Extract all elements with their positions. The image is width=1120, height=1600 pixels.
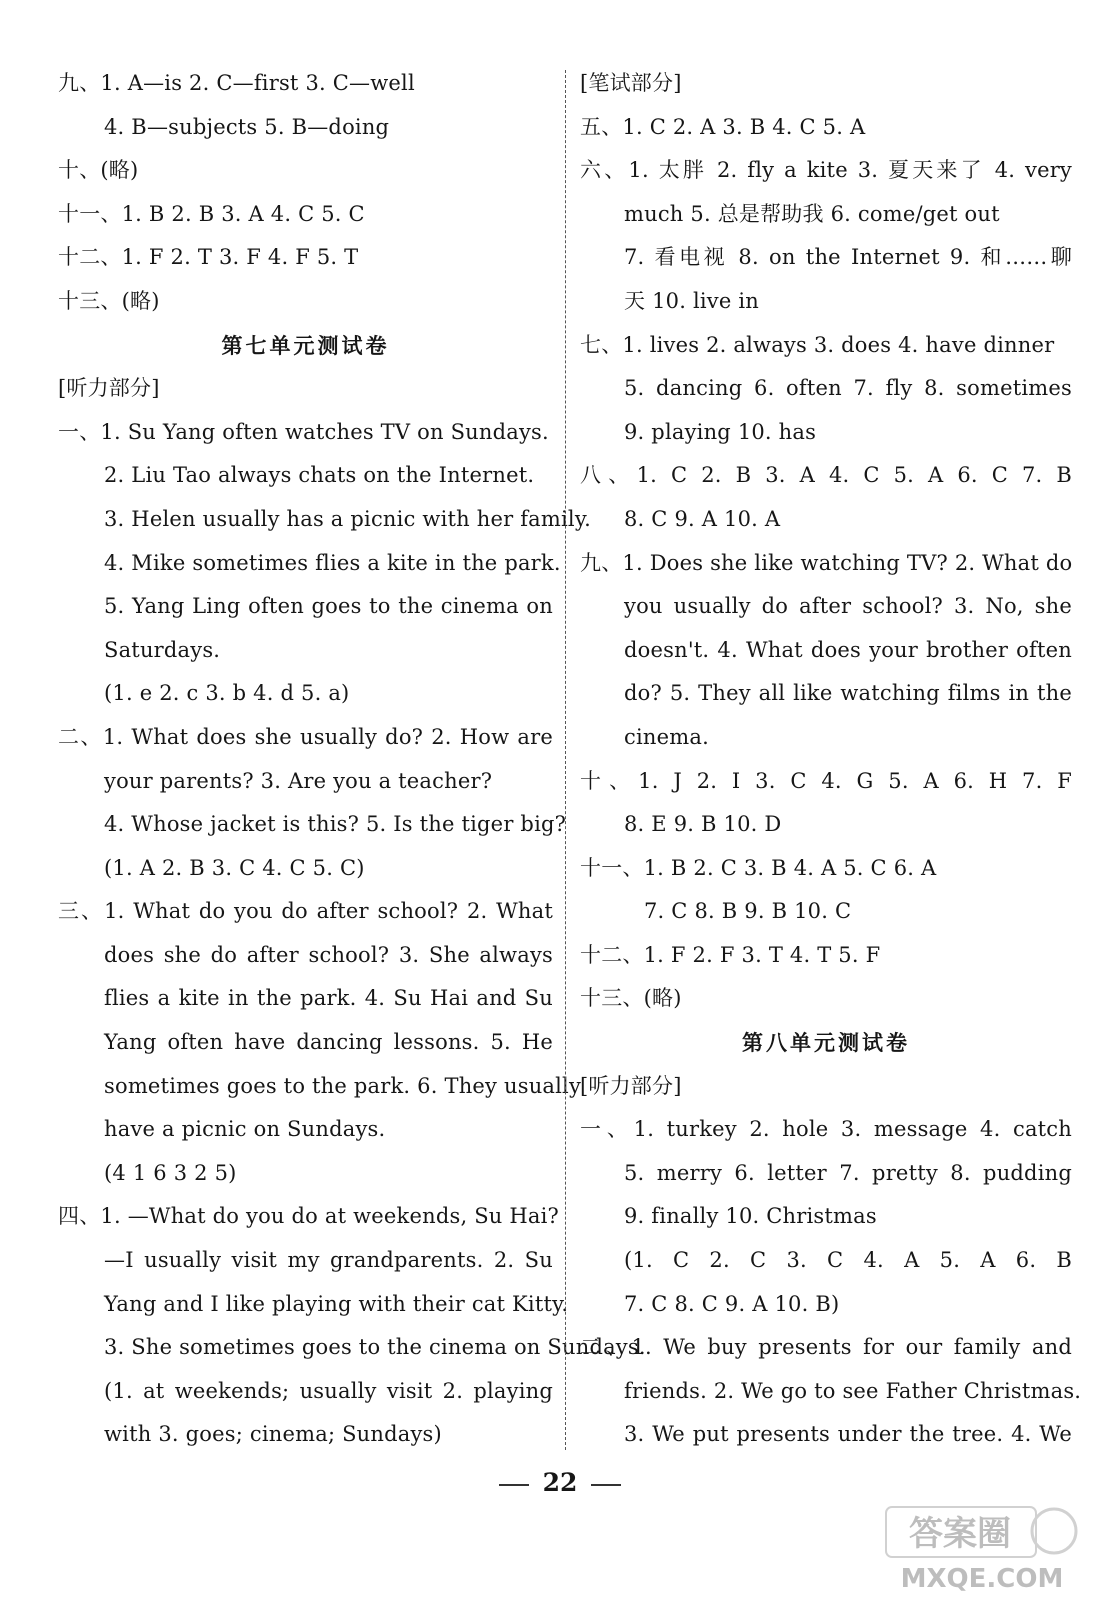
answer-line: 九、1. Does she like watching TV? 2. What do <box>580 550 1073 575</box>
answer-line: 二、1. What does she usually do? 2. How are <box>58 724 553 749</box>
answer-line: 十二、1. F 2. F 3. T 4. T 5. F <box>580 942 881 967</box>
answer-line: Yang often have dancing lessons. 5. He <box>104 1030 553 1055</box>
section-heading: 第七单元测试卷 <box>221 332 390 358</box>
answer-line: 8. C 9. A 10. A <box>624 506 781 531</box>
answer-line: 3. Helen usually has a picnic with her family. <box>104 506 591 531</box>
answer-line: Yang and I like playing with their cat Kitty. <box>104 1291 569 1316</box>
answer-line: do? 5. They all like watching films in the <box>624 681 1072 706</box>
answer-line: 十二、1. F 2. T 3. F 4. F 5. T <box>58 245 359 270</box>
answer-line: [听力部分] <box>58 376 160 401</box>
answer-line: (1. C 2. C 3. C 4. A 5. A 6. B <box>624 1248 1072 1273</box>
answer-line: 八、1. C 2. B 3. A 4. C 5. A 6. C 7. B <box>580 463 1072 488</box>
column-divider <box>565 70 566 1450</box>
answer-line: 9. playing 10. has <box>624 419 817 444</box>
watermark-cn: 答案圈 <box>909 1514 1011 1554</box>
answer-line: 一、1. turkey 2. hole 3. message 4. catch <box>580 1117 1072 1142</box>
answer-line: your parents? 3. Are you a teacher? <box>104 768 493 793</box>
answer-line: 五、1. C 2. A 3. B 4. C 5. A <box>580 114 866 139</box>
answer-line: (1. at weekends; usually visit 2. playing <box>104 1378 553 1403</box>
answer-line: 六、1. 太胖 2. fly a kite 3. 夏天来了 4. very <box>580 158 1072 183</box>
answer-line: 十一、1. B 2. C 3. B 4. A 5. C 6. A <box>580 855 937 880</box>
answer-line: 7. C 8. B 9. B 10. C <box>644 899 852 924</box>
answer-line: with 3. goes; cinema; Sundays) <box>104 1422 442 1447</box>
answer-line: (1. e 2. c 3. b 4. d 5. a) <box>104 681 350 706</box>
answer-line: cinema. <box>624 724 709 749</box>
answer-line: have a picnic on Sundays. <box>104 1117 386 1142</box>
answer-line: 5. Yang Ling often goes to the cinema on <box>104 594 553 619</box>
answer-line: 十三、(略) <box>580 986 682 1011</box>
answer-line: 四、1. —What do you do at weekends, Su Hai? <box>58 1204 559 1229</box>
answer-line: [听力部分] <box>580 1073 682 1098</box>
answer-line: 三、1. What do you do after school? 2. What <box>58 899 553 924</box>
answer-line: 4. Whose jacket is this? 5. Is the tiger big? <box>104 812 567 837</box>
answer-line: 一、1. Su Yang often watches TV on Sundays. <box>58 419 549 444</box>
answer-line: (4 1 6 3 2 5) <box>104 1160 237 1185</box>
answer-line: 十一、1. B 2. B 3. A 4. C 5. C <box>58 201 365 226</box>
page-dash-right <box>591 1484 621 1486</box>
answer-line: 5. dancing 6. often 7. fly 8. sometimes <box>624 376 1072 401</box>
right-column <box>580 62 1082 1457</box>
answer-line: 9. finally 10. Christmas <box>624 1204 877 1229</box>
section-heading: 第八单元测试卷 <box>742 1030 910 1056</box>
answer-line: 二、1. We buy presents for our family and <box>580 1335 1072 1360</box>
answer-line: 5. merry 6. letter 7. pretty 8. pudding <box>624 1160 1072 1185</box>
answer-line: 3. She sometimes goes to the cinema on Sundays. <box>104 1335 646 1360</box>
answer-line: 8. E 9. B 10. D <box>624 812 782 837</box>
answer-line: 4. Mike sometimes flies a kite in the park. <box>104 550 561 575</box>
page-dash-left <box>499 1484 529 1486</box>
answer-line: 4. B—subjects 5. B—doing <box>104 114 390 139</box>
answer-line: 2. Liu Tao always chats on the Internet. <box>104 463 535 488</box>
page-number <box>0 1468 1120 1497</box>
answer-line: 十、1. J 2. I 3. C 4. G 5. A 6. H 7. F <box>580 768 1072 793</box>
answer-line: 七、1. lives 2. always 3. does 4. have dinner <box>580 332 1055 357</box>
answer-line: doesn't. 4. What does your brother often <box>624 637 1072 662</box>
answer-line: does she do after school? 3. She always <box>104 942 553 967</box>
answer-line: you usually do after school? 3. No, she <box>624 594 1072 619</box>
watermark-url: MXQE.COM <box>900 1564 1064 1593</box>
answer-line: —I usually visit my grandparents. 2. Su <box>104 1248 553 1273</box>
answer-line: (1. A 2. B 3. C 4. C 5. C) <box>104 855 365 880</box>
page-number-text: 22 <box>542 1468 578 1497</box>
answer-line: friends. 2. We go to see Father Christmas. <box>624 1378 1082 1403</box>
answer-line: flies a kite in the park. 4. Su Hai and Su <box>104 986 553 1011</box>
answer-line: 7. 看电视 8. on the Internet 9. 和……聊 <box>624 245 1072 270</box>
answer-line: 十、(略) <box>58 158 139 183</box>
answer-line: sometimes goes to the park. 6. They usually <box>104 1073 582 1098</box>
answer-line: 3. We put presents under the tree. 4. We <box>624 1422 1072 1447</box>
watermark-logo <box>882 1505 1082 1593</box>
answer-line: 九、1. A—is 2. C—first 3. C—well <box>58 71 415 95</box>
answer-line: 天 10. live in <box>624 288 759 313</box>
answer-line: 7. C 8. C 9. A 10. B) <box>624 1291 840 1316</box>
answer-line: much 5. 总是帮助我 6. come/get out <box>624 201 1000 226</box>
answer-line: 十三、(略) <box>58 288 160 313</box>
answer-line: [笔试部分] <box>580 71 682 95</box>
answer-line: Saturdays. <box>104 637 221 662</box>
